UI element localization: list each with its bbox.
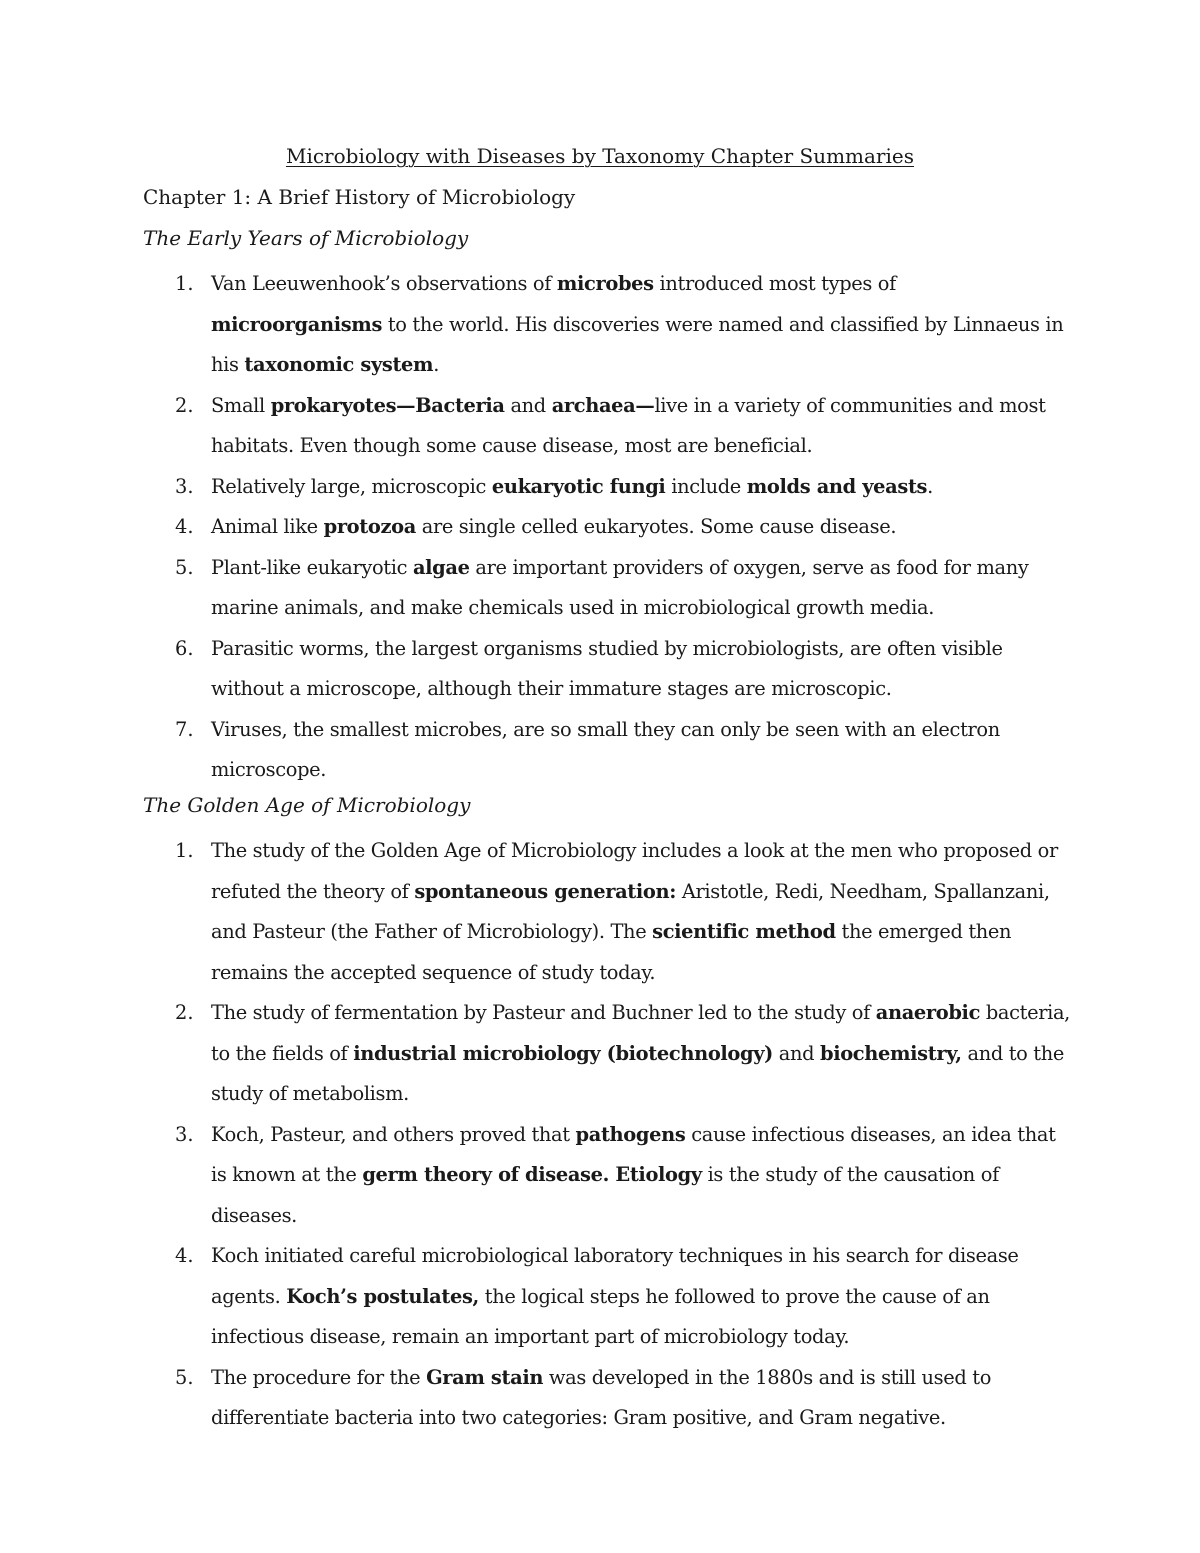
- bold-term: biochemistry,: [820, 1041, 962, 1065]
- text-run: is the study of the causation of diseases.: [211, 1163, 999, 1227]
- golden-age-list: [0, 831, 1200, 1439]
- section-heading-golden-age: The Golden Age of Microbiology: [143, 793, 471, 817]
- text-run: .: [433, 353, 440, 376]
- list-item-text: [211, 629, 1071, 710]
- text-run: The procedure for the: [211, 1365, 427, 1389]
- bold-term: spontaneous generation:: [414, 879, 677, 903]
- bold-term: eukaryotic fungi: [491, 474, 666, 498]
- bold-term: scientific method: [652, 920, 836, 943]
- list-item: [0, 993, 1071, 1115]
- list-item: [0, 467, 1071, 508]
- list-item: [0, 386, 1071, 467]
- early-years-list: [0, 264, 1200, 791]
- list-item: [0, 1115, 1071, 1237]
- text-run: bacteria, to the fields of: [211, 1001, 1070, 1065]
- list-item-number: 5.: [175, 1365, 194, 1389]
- text-run: and to the study of metabolism.: [211, 1041, 1065, 1105]
- list-item-number: 2.: [175, 393, 194, 417]
- text-run: and: [504, 393, 552, 417]
- bold-term: microorganisms: [211, 312, 383, 336]
- list-item-number: 1.: [175, 839, 194, 862]
- list-item-text: [211, 1358, 1071, 1439]
- bold-term: algae: [412, 555, 470, 579]
- list-item-number: 3.: [175, 1122, 194, 1146]
- section-heading-early-years: The Early Years of Microbiology: [143, 226, 469, 250]
- list-item: [0, 629, 1071, 710]
- bold-term: pathogens: [575, 1122, 686, 1146]
- list-item: [0, 507, 1071, 548]
- bold-term: germ theory of disease. Etiology: [362, 1163, 702, 1186]
- list-item-text: [211, 1236, 1071, 1358]
- bold-term: industrial microbiology (biotechnology): [353, 1041, 773, 1065]
- text-run: Parasitic worms, the largest organisms studied by microbiologists, are often visible without a microscope, although their immature stages are microscopic.: [211, 636, 1003, 700]
- bold-term: microbes: [556, 272, 654, 295]
- text-run: Animal like: [211, 515, 324, 538]
- list-item: [0, 1358, 1071, 1439]
- text-run: Koch initiated careful microbiological laboratory techniques in his search for disease agents.: [211, 1244, 1019, 1308]
- text-run: The study of fermentation by Pasteur and Buchner led to the study of: [211, 1001, 876, 1024]
- text-run: Koch, Pasteur, and others proved that: [211, 1122, 576, 1146]
- document-title: Microbiology with Diseases by Taxonomy Chapter Summaries: [285, 144, 914, 168]
- list-item-number: 4.: [175, 515, 194, 538]
- list-item: [0, 710, 1071, 791]
- text-run: are important providers of oxygen, serve as food for many marine animals, and make chemicals used in microbiological growth media.: [211, 555, 1029, 619]
- text-run: and: [772, 1041, 820, 1065]
- list-item-text: [211, 386, 1071, 467]
- text-run: the emerged then remains the accepted sequence of study today.: [211, 920, 1012, 984]
- bold-term: anaerobic: [875, 1001, 981, 1024]
- text-run: introduced most types of: [653, 272, 896, 295]
- text-run: Plant-like eukaryotic: [211, 555, 413, 579]
- text-run: was developed in the 1880s and is still used to differentiate bacteria into two categories: Gram positive, and Gram negative.: [211, 1365, 992, 1429]
- list-item: [0, 831, 1071, 993]
- bold-term: Koch’s postulates,: [286, 1284, 479, 1308]
- text-run: are single celled eukaryotes. Some cause disease.: [415, 515, 897, 538]
- chapter-heading: Chapter 1: A Brief History of Microbiology: [143, 185, 576, 209]
- text-run: Relatively large, microscopic: [211, 474, 492, 498]
- list-item-text: [211, 548, 1071, 629]
- text-run: the logical steps he followed to prove the cause of an infectious disease, remain an important part of microbiology today.: [211, 1284, 990, 1348]
- list-item-text: [211, 831, 1071, 993]
- list-item: [0, 548, 1071, 629]
- text-run: cause infectious diseases, an idea that is known at the: [211, 1122, 1056, 1186]
- text-run: Aristotle, Redi, Needham, Spallanzani, and Pasteur (the Father of Microbiology). The: [211, 879, 1050, 943]
- bold-term: prokaryotes—Bacteria: [270, 393, 505, 417]
- bold-term: molds and yeasts: [746, 474, 928, 498]
- list-item-number: 7.: [175, 717, 194, 741]
- list-item: [0, 264, 1071, 386]
- bold-term: taxonomic system: [244, 353, 434, 376]
- text-run: Small: [211, 393, 271, 417]
- list-item-number: 3.: [175, 474, 194, 498]
- list-item-number: 6.: [175, 636, 194, 660]
- list-item-text: [211, 1115, 1071, 1237]
- text-run: include: [665, 474, 747, 498]
- text-run: .: [927, 474, 933, 498]
- list-item-text: [211, 467, 1071, 508]
- bold-term: Gram stain: [426, 1365, 544, 1389]
- bold-term: protozoa: [323, 515, 416, 538]
- text-run: Viruses, the smallest microbes, are so small they can only be seen with an electron microscope.: [211, 717, 1000, 781]
- text-run: The study of the Golden Age of Microbiology includes a look at the men who proposed or refuted the theory of: [211, 839, 1058, 903]
- list-item-text: [211, 710, 1071, 791]
- text-run: Van Leeuwenhook’s observations of: [211, 272, 557, 295]
- list-item-text: [211, 264, 1071, 386]
- list-item-text: [211, 993, 1071, 1115]
- list-item-number: 5.: [175, 555, 194, 579]
- list-item-number: 2.: [175, 1001, 194, 1024]
- text-run: to the world. His discoveries were named and classified by Linnaeus in his: [211, 312, 1064, 376]
- list-item: [0, 1236, 1071, 1358]
- bold-term: archaea—: [551, 393, 655, 417]
- text-run: live in a variety of communities and most habitats. Even though some cause disease, most are beneficial.: [211, 393, 1046, 457]
- list-item-text: [211, 507, 1071, 548]
- list-item-number: 1.: [175, 272, 194, 295]
- list-item-number: 4.: [175, 1244, 194, 1267]
